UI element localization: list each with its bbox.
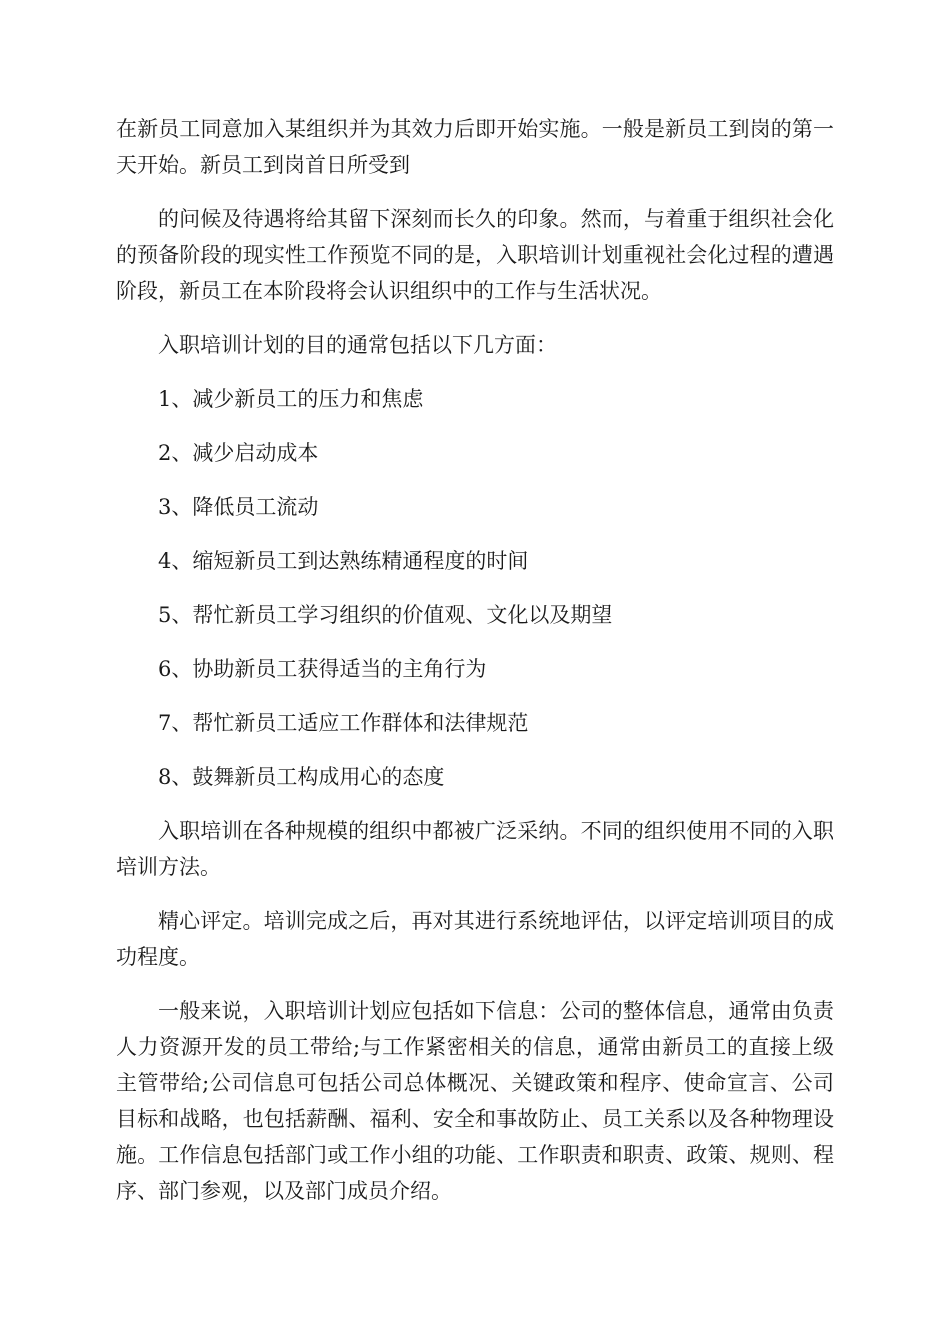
list-item: 3、降低员工流动 [158, 495, 319, 519]
list-item: 6、协助新员工获得适当的主角行为 [158, 657, 487, 681]
paragraph-adoption: 入职培训在各种规模的组织中都被广泛采纳。不同的组织使用不同的入职培训方法。 [116, 819, 834, 879]
paragraph-objectives-heading: 入职培训计划的目的通常包括以下几方面： [158, 333, 557, 357]
paragraph-intro-continued: 在新员工同意加入某组织并为其效力后即开始实施。一般是新员工到岗的第一天开始。新员工到岗首日所受到 [116, 117, 834, 177]
list-item: 4、缩短新员工到达熟练精通程度的时间 [158, 549, 529, 573]
list-item: 1、减少新员工的压力和焦虑 [158, 387, 424, 411]
list-item: 5、帮忙新员工学习组织的价值观、文化以及期望 [158, 603, 613, 627]
list-item: 8、鼓舞新员工构成用心的态度 [158, 765, 445, 789]
paragraph-information: 一般来说，入职培训计划应包括如下信息：公司的整体信息，通常由负责人力资源开发的员工带给;与工作紧密相关的信息，通常由新员工的直接上级主管带给;公司信息可包括公司总体概况、关键政策和程序、使命宣言、公司目标和战略，也包括薪酬、福利、安全和事故防止、员工关系以及各种物理设施。工作信息包括部门或工作小组的功能、工作职责和职责、政策、规则、程序、部门参观，以及部门成员介绍。 [116, 999, 834, 1203]
paragraph-impression: 的问候及待遇将给其留下深刻而长久的印象。然而，与着重于组织社会化的预备阶段的现实性工作预览不同的是，入职培训计划重视社会化过程的遭遇阶段，新员工在本阶段将会认识组织中的工作与生活状况。 [116, 207, 834, 303]
paragraph-evaluation: 精心评定。培训完成之后，再对其进行系统地评估，以评定培训项目的成功程度。 [116, 909, 834, 969]
list-item: 7、帮忙新员工适应工作群体和法律规范 [158, 711, 529, 735]
list-item: 2、减少启动成本 [158, 441, 319, 465]
document-body [116, 111, 834, 1209]
